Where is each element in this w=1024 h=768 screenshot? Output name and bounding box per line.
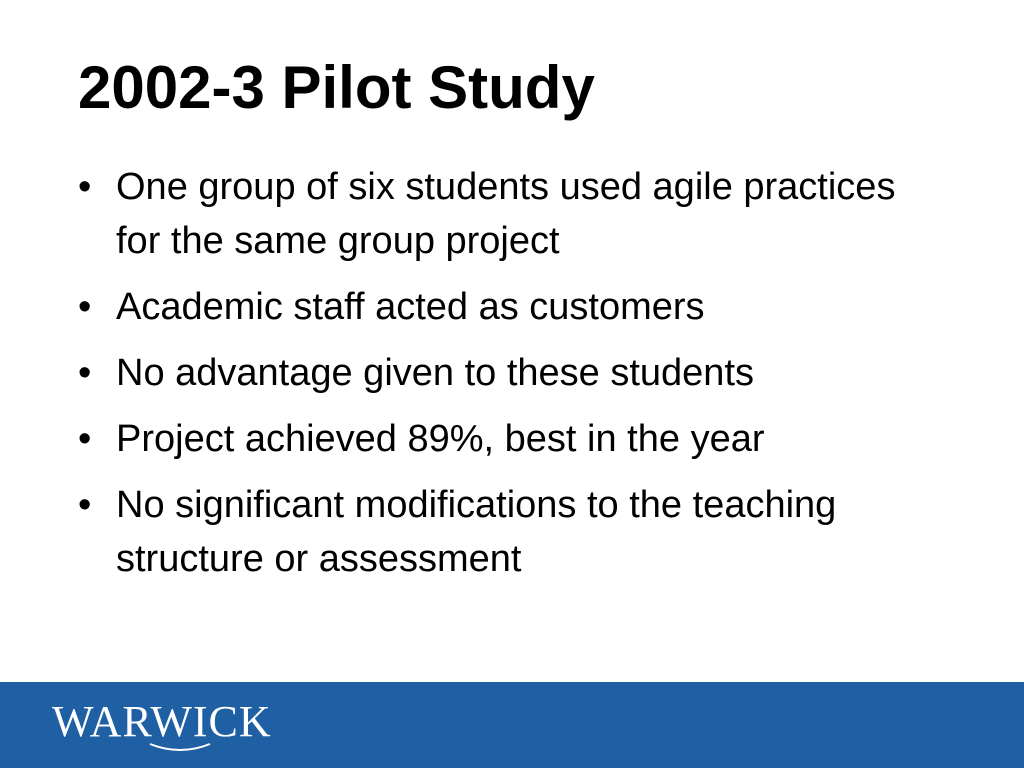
bullet-dot-icon: • [78, 352, 92, 394]
bullet-dot-icon: • [78, 286, 92, 328]
bullet-text: No advantage given to these students [116, 352, 755, 394]
bullet-dot-icon: • [78, 166, 92, 208]
bullet-item [78, 160, 938, 268]
bullet-list [78, 160, 938, 598]
bullet-text: Project achieved 89%, best in the year [116, 418, 765, 460]
bullet-text: One group of six students used agile practices for the same group project [116, 166, 896, 262]
bullet-item [78, 478, 938, 586]
bullet-dot-icon: • [78, 418, 92, 460]
bullet-item [78, 346, 938, 400]
bullet-text: No significant modifications to the teaching structure or assessment [116, 484, 837, 580]
warwick-logo [52, 694, 292, 754]
footer-bar [0, 682, 1024, 768]
slide-title: 2002-3 Pilot Study [78, 54, 595, 121]
bullet-text: Academic staff acted as customers [116, 286, 705, 328]
logo-wordmark: WARWICK [52, 697, 272, 746]
bullet-item [78, 280, 938, 334]
bullet-dot-icon: • [78, 484, 92, 526]
bullet-item [78, 412, 938, 466]
